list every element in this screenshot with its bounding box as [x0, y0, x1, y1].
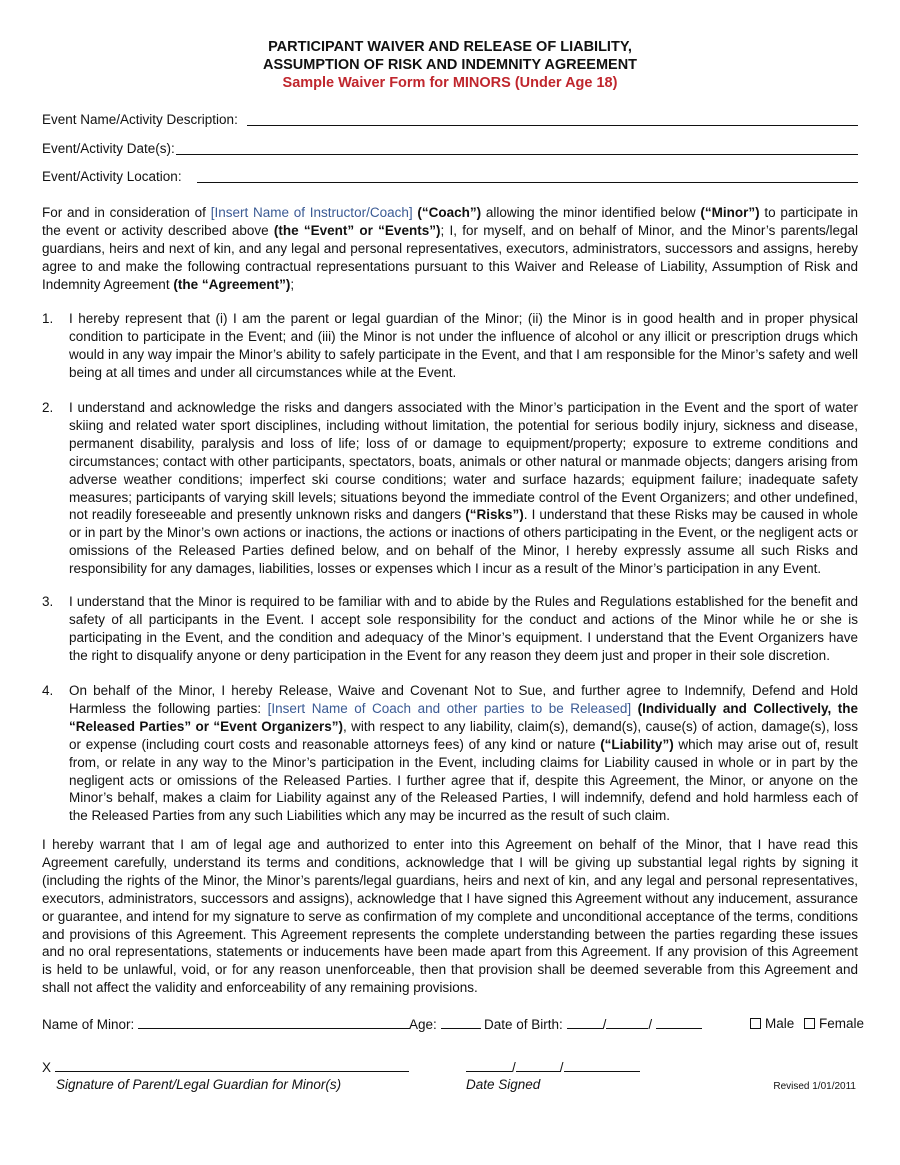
event-location-line[interactable] — [197, 182, 858, 183]
dob-month-line[interactable] — [567, 1016, 603, 1029]
clause-1-text: I hereby represent that (i) I am the parent or legal guardian of the Minor; (ii) the Minor is in good health and in proper physical condition to participate in the Event; and (iii) the Minor is not under the influence of alcohol or any illicit or prescription drugs which would in any way impair the Minor’s ability to safely participate in the Event, and that I am responsible for the Minor’s safety and well being at all times and under all circumstances while at the Event. — [69, 311, 858, 380]
event-location-row — [42, 169, 858, 187]
closing-paragraph: I hereby warrant that I am of legal age and authorized to enter into this Agreement on behalf of the Minor, that I have read this Agreement carefully, understand its terms and conditions, acknowledge that I will be giving up substantial legal rights by signing it (including the rights of the Minor, the Minor’s parents/legal guardians, heirs and next of kin, and any legal and personal representatives, executors, administrators, successors and assigns), acknowledge that I have signed this Agreement without any inducement, assurance or guarantee, and intend for my signature to serve as confirmation of my complete and unconditional acceptance of the terms, conditions and provisions of this Agreement. This Agreement represents the complete understanding between the parties regarding these issues and no oral representations, statements or inducements have been made apart from this Agreement. If any provision of this Agreement is held to be unlawful, void, or for any reason unenforceable, then that provision shall be deemed severable from this Agreement and shall not affect the validity and enforceability of any remaining provisions. — [42, 837, 858, 996]
date-signed-row — [466, 1059, 640, 1075]
event-location-label: Event/Activity Location: — [42, 169, 182, 184]
clause-1-number: 1. — [42, 311, 54, 326]
clause-4-text-1: On behalf of the Minor, I hereby Release, Waive and Covenant Not to Sue, and further agree to Indemnify, Defend and Hold Harmless the following parties: — [69, 683, 858, 716]
date-signed-year-line[interactable] — [564, 1059, 640, 1072]
date-signed-day-line[interactable] — [516, 1059, 560, 1072]
event-date-line[interactable] — [176, 154, 858, 155]
female-checkbox[interactable] — [804, 1018, 815, 1029]
date-slash-1: / — [512, 1060, 516, 1075]
dob-year-line[interactable] — [656, 1016, 702, 1029]
coach-placeholder: [Insert Name of Instructor/Coach] — [210, 205, 413, 220]
minor-info-row — [42, 1016, 410, 1032]
intro-text-1: For and in consideration of — [42, 205, 211, 220]
released-parties-term: (Individually and Collectively, the “Released Parties” or “Event Organizers”) — [69, 700, 858, 734]
signature-caption: Signature of Parent/Legal Guardian for Minor(s) — [56, 1077, 342, 1092]
agreement-term: (the “Agreement”) — [173, 276, 291, 292]
clause-3-text: I understand that the Minor is required to be familiar with and to abide by the Rules and Regulations established for the benefit and safety of all participants in the Event. I accept sole responsibility for the conduct and actions of the Minor while he or she is participating in the Event, and the condition and adequacy of the Minor’s equipment. I understand that the Event Organizers have the right to disqualify anyone or deny participation in the Event for any reason they deem just and proper in their sole discretion. — [69, 594, 858, 663]
revision-date: Revised 1/01/2011 — [773, 1081, 856, 1092]
age-label: Age: — [409, 1017, 437, 1032]
date-signed-caption: Date Signed — [466, 1077, 541, 1092]
event-name-row — [42, 112, 858, 130]
clause-4-text-3: , with respect to any liability, claim(s), demand(s), cause(s) of action, damage(s), loss or expense (including court costs and reasonable attorneys fees) of any kind or nature — [69, 718, 858, 752]
clause-4-number: 4. — [42, 683, 54, 698]
minor-name-label: Name of Minor: — [42, 1017, 135, 1032]
intro-paragraph — [42, 204, 858, 294]
event-date-row — [42, 141, 858, 159]
clause-3 — [42, 593, 858, 665]
intro-text-3: allowing the minor identified below — [481, 205, 701, 220]
clause-4 — [42, 682, 858, 825]
clause-4-text — [69, 682, 858, 825]
event-name-line[interactable] — [247, 125, 858, 126]
clause-2-number: 2. — [42, 400, 54, 415]
male-label: Male — [765, 1016, 795, 1031]
liability-term: (“Liability”) — [600, 736, 674, 752]
dob-label: Date of Birth: — [484, 1017, 563, 1032]
intro-text-6: ; — [290, 276, 295, 292]
clause-2 — [42, 399, 858, 578]
minor-term: (“Minor”) — [700, 205, 760, 220]
parent-signature-row — [42, 1059, 409, 1075]
age-field — [409, 1016, 481, 1032]
clause-3-number: 3. — [42, 594, 54, 609]
intro-text-5: ; I, for myself, and on behalf of Minor, and the Minor’s parents/legal guardians, heirs and next of kin, and any legal and personal representatives, executors, administrators, successors and assigns, hereby agree to and make the following contractual representations pursuant to this Waiver and Release of Liability, Assumption of Risk and Indemnity Agreement — [42, 222, 858, 292]
clause-2-text-2: . I understand that these Risks may be caused in whole or in part by the Minor’s own actions or inactions, the actions or inactions of others participating in the Event, or the negligent acts or omissions of the Released Parties defined below, and on behalf of the Minor, I hereby expressly assume all such Risks and responsibility for any damages, liabilities, losses or expenses which I incur as a result of the Minor’s participation in any Event. — [69, 507, 858, 577]
event-date-label: Event/Activity Date(s): — [42, 141, 175, 156]
title-line-1: PARTICIPANT WAIVER AND RELEASE OF LIABILITY, — [268, 39, 632, 55]
parent-signature-line[interactable] — [55, 1059, 409, 1072]
gender-options — [750, 1016, 864, 1031]
form-subtitle: Sample Waiver Form for MINORS (Under Age 18) — [282, 75, 618, 91]
event-term: (the “Event” or “Events”) — [273, 222, 441, 238]
female-label: Female — [819, 1016, 865, 1031]
dob-day-line[interactable] — [606, 1016, 648, 1029]
dob-slash-2: / — [648, 1017, 653, 1032]
dob-slash-1: / — [602, 1017, 607, 1032]
date-signed-month-line[interactable] — [466, 1059, 512, 1072]
coach-term: (“Coach”) — [417, 205, 482, 220]
parties-placeholder: [Insert Name of Coach and other parties to be Released] — [267, 700, 632, 716]
clause-4-text-4: which may arise out of, result from, or relate in any way to the Minor’s participation in the Event, including claims for Liability caused in whole or in part by the negligent acts or omissions of the Released Parties. I further agree that if, despite this Agreement, the Minor, or anyone on the Minor’s behalf, makes a claim for Liability against any of the Released Parties, I will indemnify, defend and hold harmless each of the Released Parties from any such Liabilities which any may be incurred as the result of such claim. — [69, 736, 858, 824]
signature-x-mark: X — [42, 1060, 52, 1075]
age-line[interactable] — [441, 1016, 481, 1029]
date-slash-2: / — [559, 1060, 564, 1075]
clause-2-text-1: I understand and acknowledge the risks and dangers associated with the Minor’s participation in the Event and the sport of water skiing and related water sport disciplines, including without limitation, the potential for serious bodily injury, sickness and disease, permanent disability, paralysis and loss of life; loss of or damage to equipment/property; exposure to extreme conditions and circumstances; contact with other participants, spectators, boats, animals or other natural or manmade objects; dangers arising from adverse weather conditions; imperfect ski course conditions; water and surface hazards; equipment failure; inadequate safety measures; participants of varying skill levels; situations beyond the immediate control of the Event Organizers; and other undefined, not readily foreseeable and presently unknown risks and dangers — [69, 400, 858, 523]
title-line-2: ASSUMPTION OF RISK AND INDEMNITY AGREEMENT — [262, 57, 638, 73]
clause-2-text — [69, 399, 858, 578]
minor-name-line[interactable] — [138, 1016, 410, 1029]
intro-text-4: to participate in the event or activity described above — [42, 205, 858, 238]
dob-field — [484, 1016, 702, 1032]
event-name-label: Event Name/Activity Description: — [42, 112, 238, 127]
male-checkbox[interactable] — [750, 1018, 761, 1029]
clause-1 — [42, 310, 858, 382]
risks-term: (“Risks”) — [465, 507, 524, 523]
